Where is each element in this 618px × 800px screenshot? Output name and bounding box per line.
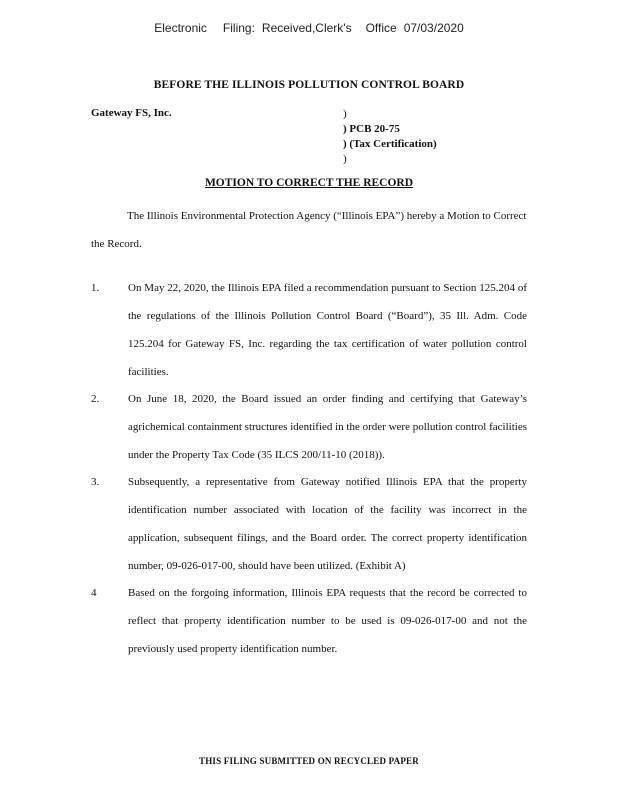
caption-case-number: ) PCB 20-75 (343, 123, 400, 135)
numbered-paragraph-4 (91, 579, 527, 663)
intro-paragraph: The Illinois Environmental Protection Agency (“Illinois EPA”) hereby a Motion to Correct the Record. (91, 210, 527, 250)
caption-line: ) (343, 108, 347, 120)
numbered-paragraph-1 (91, 274, 527, 386)
numbered-paragraph-2 (91, 385, 527, 469)
filing-stamp-header (0, 21, 618, 35)
document-title: BEFORE THE ILLINOIS POLLUTION CONTROL BOARD (153, 79, 465, 91)
paragraph-text: Based on the forgoing information, Illinois EPA requests that the record be corrected to reflect that property identification number to be used is 09-026-017-00 and not the previously used property identification number. (128, 587, 527, 655)
paragraph-number: 2. (91, 393, 100, 405)
paragraph-number: 3. (91, 476, 100, 488)
header-filing: Filing: (222, 21, 255, 35)
paragraph-text: On May 22, 2020, the Illinois EPA filed a recommendation pursuant to Section 125.204 of the regulations of the Illinois Pollution Control Board (“Board”), 35 Ill. Adm. Code 125.204 for Gateway FS, Inc. regarding the tax certification of water pollution control facilities. (128, 282, 527, 378)
header-received: Received,Clerk's (261, 21, 352, 35)
header-office: Office (365, 21, 397, 35)
recycled-paper-footer: THIS FILING SUBMITTED ON RECYCLED PAPER (199, 756, 419, 766)
paragraph-text: Subsequently, a representative from Gateway notified Illinois EPA that the property identification number associated with location of the facility was incorrect in the application, subsequent filings, and the Board order. The correct property identification number, 09-026-017-00, should have been utilized. (Exhibit A) (128, 476, 527, 572)
motion-title: MOTION TO CORRECT THE RECORD (204, 177, 414, 189)
header-date: 07/03/2020 (403, 21, 464, 35)
caption-case-type: ) (Tax Certification) (343, 138, 437, 150)
numbered-paragraph-3 (91, 468, 527, 580)
caption-line: ) (343, 153, 347, 165)
paragraph-number: 4 (91, 587, 97, 599)
paragraph-text: On June 18, 2020, the Board issued an order finding and certifying that Gateway’s agrichemical containment structures identified in the order were pollution control facilities under the Property Tax Code (35 ILCS 200/11-10 (2018)). (128, 393, 527, 461)
header-electronic: Electronic (154, 21, 207, 35)
paragraph-number: 1. (91, 282, 100, 294)
caption-party: Gateway FS, Inc. (91, 107, 172, 119)
case-caption (343, 107, 437, 167)
